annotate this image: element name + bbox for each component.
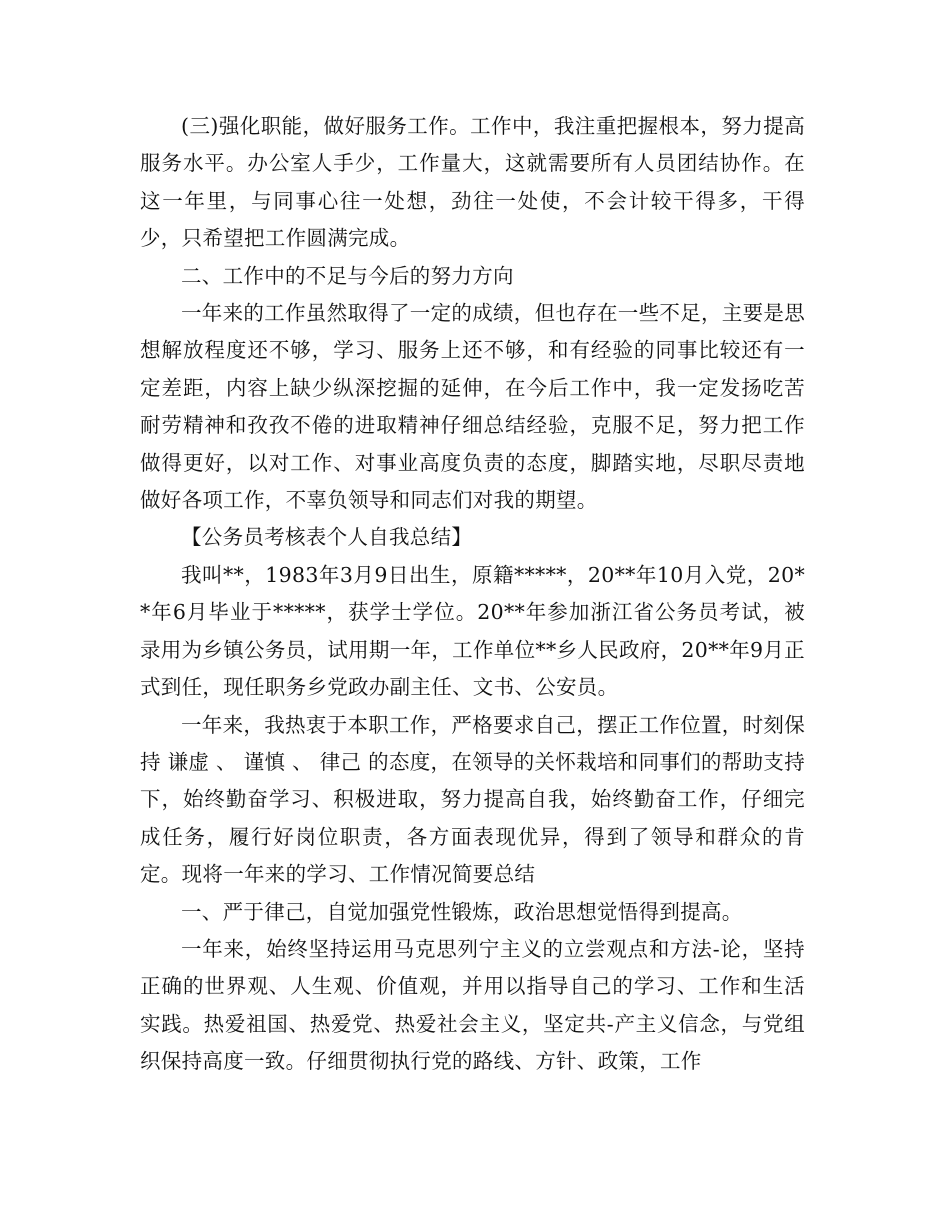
paragraph-political-thought: 一年来，始终坚持运用马克思列宁主义的立尝观点和方法-论，坚持正确的世界观、人生观、价值观，并用以指导自己的学习、工作和生活实践。热爱祖国、热爱党、热爱社会主义，坚定共-产主义信念，与党组织保持高度一致。仔细贯彻执行党的路线、方针、政策，工作	[140, 936, 805, 1074]
paragraph-year-overview: 一年来，我热衷于本职工作，严格要求自己，摆正工作位置，时刻保持 谦虚 、 谨慎 、 律己 的态度，在领导的关怀栽培和同事们的帮助支持下，始终勤奋学习、积极进取，努力提高自我，始终勤奋工作，仔细完成任务，履行好岗位职责，各方面表现优异，得到了领导和群众的肯定。现将一年来的学习、工作情况简要总结	[140, 712, 805, 887]
paragraph-shortcomings: 一年来的工作虽然取得了一定的成绩，但也存在一些不足，主要是思想解放程度还不够，学习、服务上还不够，和有经验的同事比较还有一定差距，内容上缺少纵深挖掘的延伸，在今后工作中，我一定发扬吃苦耐劳精神和孜孜不倦的进取精神仔细总结经验，克服不足，努力把工作做得更好，以对工作、对事业高度负责的态度，脚踏实地，尽职尽责地做好各项工作，不辜负领导和同志们对我的期望。	[140, 301, 805, 513]
paragraph-strengthen-service: (三)强化职能，做好服务工作。工作中，我注重把握根本，努力提高服务水平。办公室人手少，工作量大，这就需要所有人员团结协作。在这一年里，与同事心往一处想，劲往一处使，不会计较干得多，干得少，只希望把工作圆满完成。	[140, 114, 805, 251]
heading-shortcomings: 二、工作中的不足与今后的努力方向	[181, 263, 514, 288]
heading-self-discipline: 一、严于律己，自觉加强党性锻炼，政治思想觉悟得到提高。	[181, 899, 743, 924]
heading-self-summary: 【公务员考核表个人自我总结】	[181, 525, 473, 550]
document-body	[140, 108, 805, 1081]
paragraph-personal-info: 我叫**，1983年3月9日出生，原籍*****，20**年10月入党，20**年6月毕业于*****，获学士学位。20**年参加浙江省公务员考试，被录用为乡镇公务员，试用期一年，工作单位**乡人民政府，20**年9月正式到任，现任职务乡党政办副主任、文书、公安员。	[140, 562, 805, 700]
